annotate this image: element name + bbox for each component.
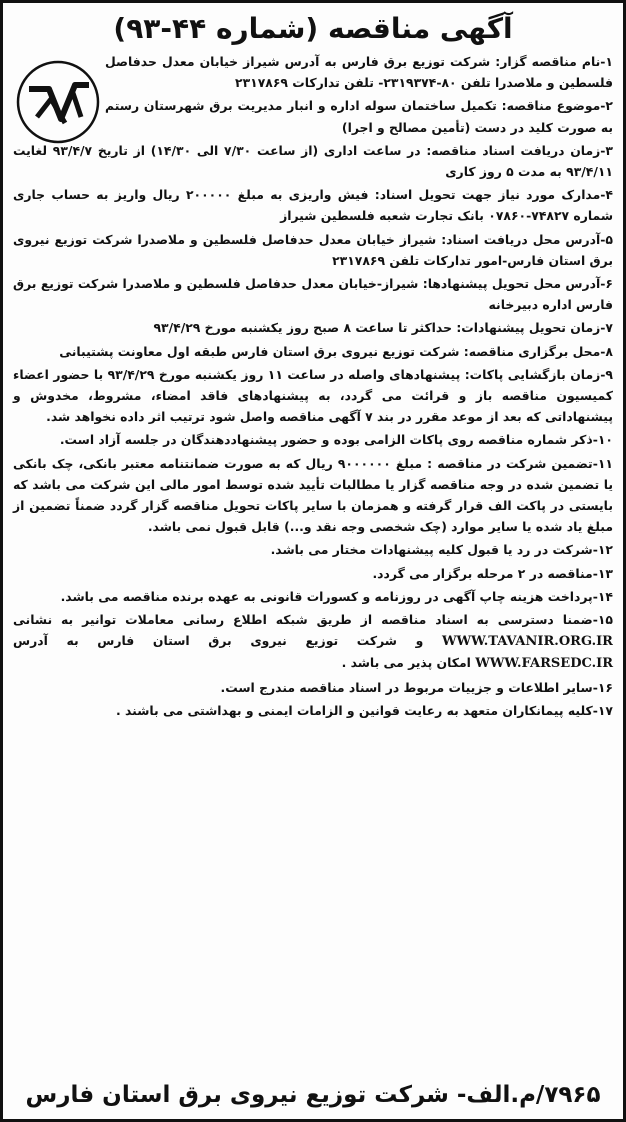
farsedc-url-link[interactable]: WWW.FARSEDC.IR <box>475 656 613 672</box>
notice-items <box>13 51 613 721</box>
notice-item-11: ۱۱-تضمین شرکت در مناقصه : مبلغ ۹۰۰۰۰۰۰ ریال که به صورت ضمانتنامه معتبر بانکی، چک بانکی یا تضمین شده در وجه مناقصه گزار یا مطالبات تأیید شده توسط امور مالی این شرکت می باشد که بایستی در پاکت الف قرار گرفته و همزمان با سایر پاکات تحویل مناقصه گزار گردد ضمناً تضمین از مبلغ یاد شده یا سایر موارد (چک شخصی وجه نقد و...) قابل قبول نمی باشد. <box>13 455 613 535</box>
notice-item-4: ۴-مدارک مورد نیاز جهت تحویل اسناد: فیش واریزی به مبلغ ۲۰۰۰۰۰ ریال واریز به حساب جاری شماره ۷۴۸۲۷-۰۷۸۶۰ بانک تجارت شعبه فلسطین شیراز <box>13 187 613 224</box>
notice-item-15 <box>13 609 613 675</box>
notice-item-14: ۱۴-پرداخت هزینه چاپ آگهی در روزنامه و کسورات قانونی به عهده برنده مناقصه می باشد. <box>60 588 613 604</box>
company-logo-icon <box>15 59 101 145</box>
notice-title: آگهی مناقصه (شماره ۴۴-۹۳) <box>113 12 513 45</box>
notice-item-5: ۵-آدرس محل دریافت اسناد: شیراز خیابان معدل حدفاصل فلسطین و ملاصدرا شرکت توزیع نیروی برق استان فارس-امور تدارکات تلفن ۲۳۱۷۸۶۹ <box>13 231 613 268</box>
tavanir-url-link[interactable]: WWW.TAVANIR.ORG.IR <box>441 634 613 650</box>
notice-body <box>13 51 613 721</box>
notice-item-1: ۱-نام مناقصه گزار: شرکت توزیع برق فارس به آدرس شیراز خیابان معدل حدفاصل فلسطین و ملاصدرا تلفن ۸۰-۲۳۱۹۳۷۴- تلفن تدارکات ۲۳۱۷۸۶۹ <box>105 54 613 91</box>
notice-item-7: ۷-زمان تحویل پیشنهادات: حداکثر تا ساعت ۸ صبح روز یکشنبه مورخ ۹۳/۴/۲۹ <box>153 320 613 336</box>
notice-item-17: ۱۷-کلیه پیمانکاران متعهد به رعایت قوانین و الزامات ایمنی و بهداشتی می باشند . <box>115 702 613 718</box>
notice-item-13: ۱۳-مناقصه در ۲ مرحله برگزار می گردد. <box>372 565 613 581</box>
notice-item-8: ۸-محل برگزاری مناقصه: شرکت توزیع نیروی برق استان فارس طبقه اول معاونت پشتیبانی <box>59 343 613 359</box>
notice-item-9: ۹-زمان بازگشایی پاکات: پیشنهادهای واصله در ساعت ۱۱ روز یکشنبه مورخ ۹۳/۴/۲۹ با حضور اعضاء کمیسیون مناقصه باز و قرائت می گردد، به پیشنهادهای فاقد امضاء، مشروط، مخدوش و پیشنهاداتی که بعد از موعد مقرر در بند ۷ آگهی مناقصه واصل شود ترتیب اثر داده نخواهد شد. <box>13 366 613 425</box>
notice-item-15-text-a: ۱۵-ضمنا دسترسی به اسناد مناقصه از طریق شبکه اطلاع رسانی معاملات توانیر به نشانی <box>13 612 613 628</box>
notice-item-12: ۱۲-شرکت در رد یا قبول کلیه پیشنهادات مختار می باشد. <box>270 542 613 558</box>
notice-item-15-text-c: امکان پذیر می باشد . <box>341 655 471 671</box>
notice-item-2: ۲-موضوع مناقصه: تکمیل ساختمان سوله اداره و انبار مدیریت برق شهرستان رستم به صورت کلید در دست (تأمین مصالح و اجرا) <box>105 98 613 135</box>
notice-item-3: ۳-زمان دریافت اسناد مناقصه: در ساعت اداری (از ساعت ۷/۳۰ الی ۱۴/۳۰) از تاریخ ۹۳/۴/۷ لغایت ۹۳/۴/۱۱ به مدت ۵ روز کاری <box>13 142 613 180</box>
notice-footer: ۷۹۶۵/م.الف- شرکت توزیع نیروی برق استان فارس <box>25 1082 601 1108</box>
notice-item-16: ۱۶-سایر اطلاعات و جزییات مربوط در اسناد مناقصه مندرج است. <box>220 679 613 695</box>
notice-item-15-text-b: و شرکت توزیع نیروی برق استان فارس به آدرس <box>13 633 424 649</box>
notice-item-10: ۱۰-ذکر شماره مناقصه روی پاکات الزامی بوده و حضور پیشنهاددهندگان در جلسه آزاد است. <box>59 432 613 448</box>
notice-item-6: ۶-آدرس محل تحویل پیشنهادها: شیراز-خیابان معدل حدفاصل فلسطین و ملاصدرا شرکت توزیع برق فارس اداره دبیرخانه <box>13 276 613 313</box>
